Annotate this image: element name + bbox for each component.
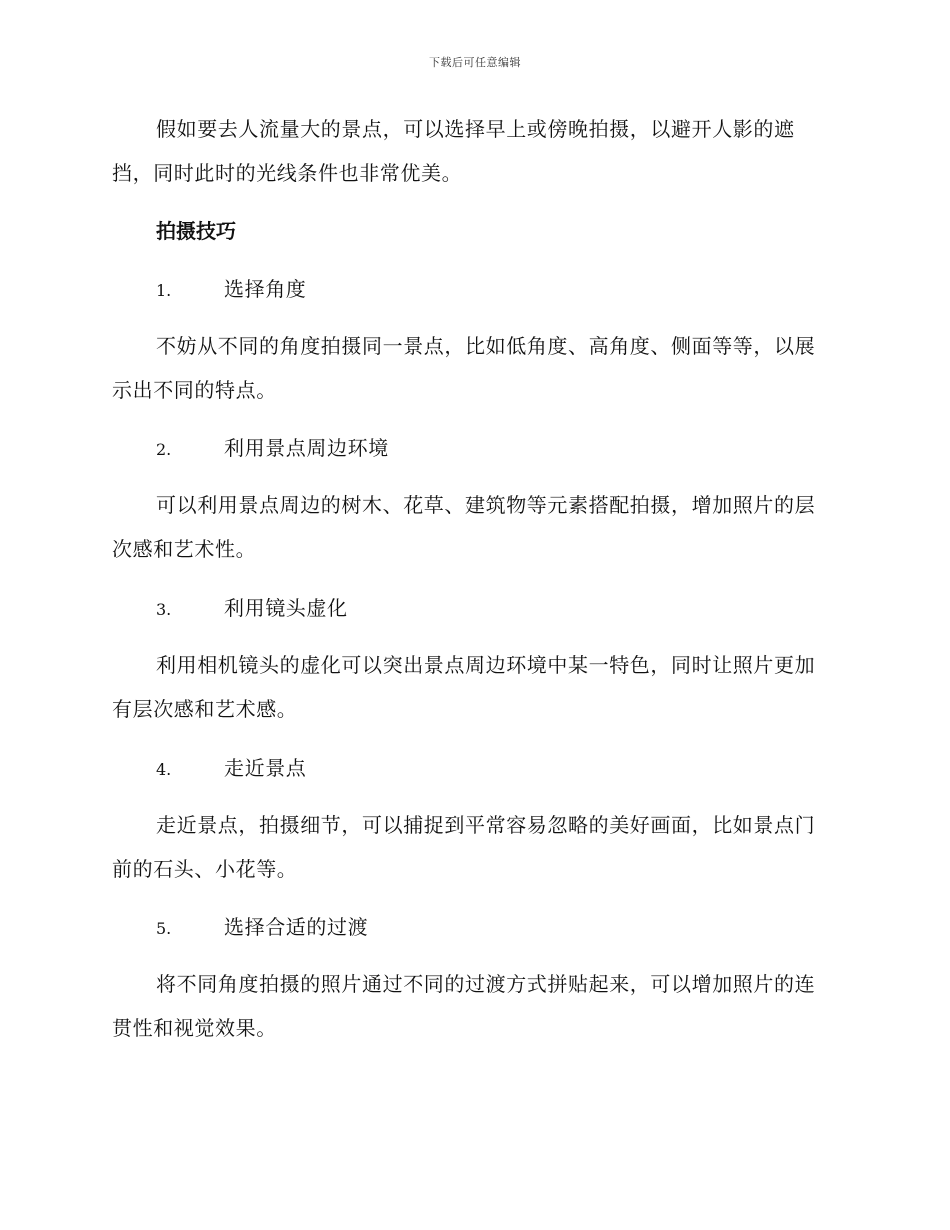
tip-4-title: 走近景点 <box>224 756 307 780</box>
tip-1-body-block <box>112 324 832 412</box>
tip-2-heading <box>156 433 389 465</box>
tip-2-body-block <box>112 483 832 571</box>
intro-paragraph: 假如要去人流量大的景点，可以选择早上或傍晚拍摄，以避开人影的遮挡，同时此时的光线条件也非常优美。 <box>112 117 795 185</box>
tip-4-body: 走近景点，拍摄细节，可以捕捉到平常容易忽略的美好画面，比如景点门前的石头、小花等。 <box>112 813 816 881</box>
tip-1-title: 选择角度 <box>224 277 307 301</box>
section-heading: 拍摄技巧 <box>156 219 236 243</box>
tip-3-number: 3. <box>156 600 172 619</box>
tip-2-title: 利用景点周边环境 <box>224 436 389 460</box>
tip-4-body-block <box>112 803 832 891</box>
tip-5-title: 选择合适的过渡 <box>224 915 369 939</box>
tip-3-heading <box>156 593 348 625</box>
page-header: 下载后可任意编辑 <box>429 56 521 69</box>
tip-1-body: 不妨从不同的角度拍摄同一景点，比如低角度、高角度、侧面等等，以展示出不同的特点。 <box>112 334 816 402</box>
tip-2-body: 可以利用景点周边的树木、花草、建筑物等元素搭配拍摄，增加照片的层次感和艺术性。 <box>112 493 816 561</box>
tip-4-heading <box>156 753 306 785</box>
tip-3-title: 利用镜头虚化 <box>224 596 348 620</box>
tip-5-body: 将不同角度拍摄的照片通过不同的过渡方式拼贴起来，可以增加照片的连贯性和视觉效果。 <box>112 972 816 1040</box>
tip-1-number: 1. <box>156 281 172 300</box>
tip-2-number: 2. <box>156 440 172 459</box>
tip-1-heading <box>156 274 306 306</box>
tip-5-body-block <box>112 962 832 1050</box>
tip-5-number: 5. <box>156 919 172 938</box>
tip-3-body-block <box>112 643 832 731</box>
tip-4-number: 4. <box>156 760 172 779</box>
tip-5-heading <box>156 912 368 944</box>
intro-paragraph-block <box>112 107 832 195</box>
tip-3-body: 利用相机镜头的虚化可以突出景点周边环境中某一特色，同时让照片更加有层次感和艺术感。 <box>112 653 816 721</box>
